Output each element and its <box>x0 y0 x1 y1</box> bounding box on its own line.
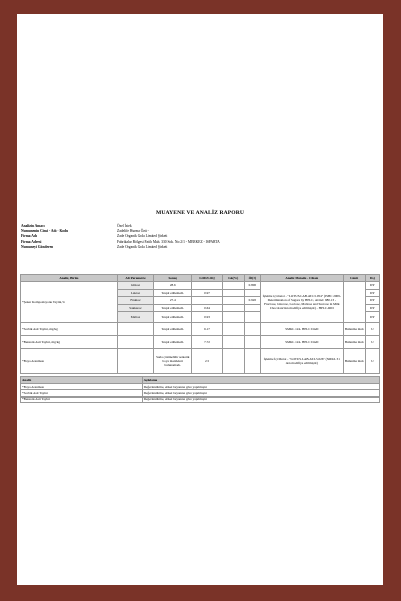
lod-cell: 0.97 <box>192 289 222 297</box>
analysis-table <box>20 274 380 374</box>
info-value: Özel İstek <box>117 224 132 228</box>
divider <box>20 397 380 398</box>
col-header: LOD/LOQ <box>192 275 222 282</box>
ol-cell <box>244 323 260 336</box>
table-row <box>21 282 380 290</box>
notes-description: Değerlendirme, etiket beyanına göre yapılmıştır <box>142 396 379 402</box>
dsj-cell: DY <box>365 289 379 297</box>
lod-cell: 6.17 <box>192 323 222 336</box>
notes-analysis: *Sorbik Asit Tayini <box>21 390 143 396</box>
result-cell: Tespit edilemedi. <box>154 323 192 336</box>
gk-cell <box>222 349 244 374</box>
info-key: Firma Adı <box>21 234 37 239</box>
sub-parameter <box>117 336 153 349</box>
notes-description: Değerlendirme, etiket beyanına göre yapılmıştır <box>142 390 379 396</box>
notes-analysis: *Boya Aranması <box>21 384 143 390</box>
col-header: Öl(±) <box>244 275 260 282</box>
report-title: MUAYENE VE ANALİZ RAPORU <box>155 210 245 216</box>
analysis-name: *Şeker Kompozisyonu Tayini,% <box>21 282 118 323</box>
lod-cell <box>192 282 222 290</box>
info-value: Zade Organik Gıda Limited Şirketi <box>117 234 168 239</box>
ol-cell <box>244 289 260 297</box>
sub-parameter <box>117 349 153 374</box>
ol-cell: 0.800 <box>244 282 260 290</box>
notes-col-header: Açıklama <box>142 377 379 384</box>
method-cell: İşletme içi metot - "LOTUS.LAB.AT.L5.054" (ISBC 2009-Determination of Sugars by HPLC, AOAC 980.13 - Fructose, Glucose, Lactose, Maltose and Sucrose in Milk Chocolate'dan modifiye edilmiştir) - HPLC-RID <box>260 282 343 323</box>
analysis-name: *Benzoik Asit Tayini, mg/kg <box>21 336 118 349</box>
result-cell: 27.4 <box>154 297 192 305</box>
result-cell: Tespit edilemedi. <box>154 289 192 297</box>
method-cell: SMKL 124- HPLC DAD <box>260 336 343 349</box>
lod-cell: 7.72 <box>192 336 222 349</box>
table-row <box>21 336 380 349</box>
info-key: Numuneyi Gönderen <box>21 244 54 249</box>
notes-table <box>20 376 380 403</box>
result-cell: Tespit edilemedi. <box>154 312 192 323</box>
gk-cell <box>222 297 244 305</box>
dsj-cell: U <box>365 323 379 336</box>
col-header: Limit <box>343 275 365 282</box>
notes-col-header: Analiz <box>21 377 143 384</box>
dsj-cell: U <box>365 336 379 349</box>
dsj-cell: DY <box>365 297 379 305</box>
lod-cell: 0.64 <box>192 304 222 312</box>
sub-parameter: Fruktoz <box>117 297 153 305</box>
report-sheet <box>17 14 383 585</box>
sub-parameter: Maltoz <box>117 312 153 323</box>
limit-cell: Bulunma malı <box>343 323 365 336</box>
info-key: Analizin Amacı <box>21 224 45 228</box>
info-value: Fabrikalar Bölgesi Fatih Mah. 330 Sok. No:2/1 - MERKEZ - ISPARTA <box>117 239 220 244</box>
dsj-cell: DY <box>365 312 379 323</box>
col-header: Alt Parametre <box>117 275 153 282</box>
method-cell: İşletme İçi Metot - "LOTUS.LAB.AT.L5.026" (SMKL 31 den modifiye edilmiştir) <box>260 349 343 374</box>
gk-cell <box>222 282 244 290</box>
result-cell: 28.6 <box>154 282 192 290</box>
info-key: Numunenin Cinsi - Adı - Kodu <box>21 229 69 234</box>
limit-cell <box>343 282 365 323</box>
result-cell: Suda çözünebilir sentetik boya maddeleri bulunamadı. <box>154 349 192 374</box>
gk-cell <box>222 312 244 323</box>
sub-parameter: Glikoz <box>117 282 153 290</box>
report-info <box>21 224 377 250</box>
gk-cell <box>222 289 244 297</box>
lod-cell <box>192 297 222 305</box>
ol-cell <box>244 336 260 349</box>
gk-cell <box>222 304 244 312</box>
result-cell: Tespit edilemedi. <box>154 304 192 312</box>
sub-parameter <box>117 323 153 336</box>
table-row <box>21 323 380 336</box>
sub-parameter: Sakkaroz <box>117 304 153 312</box>
col-header: Analiz Metodu - Cihazı <box>260 275 343 282</box>
ol-cell <box>244 304 260 312</box>
result-cell: Tespit edilemedi. <box>154 336 192 349</box>
ol-cell <box>244 349 260 374</box>
col-header: Analiz, Birim <box>21 275 118 282</box>
info-row <box>21 245 377 250</box>
lod-cell: 2.5 <box>192 349 222 374</box>
ol-cell: 0.920 <box>244 297 260 305</box>
dsj-cell: DY <box>365 282 379 290</box>
notes-analysis: *Benzoik Asit Tayini <box>21 396 143 402</box>
limit-cell: Bulunma malı <box>343 349 365 374</box>
info-value: Zade Organik Gıda Limited Şirketi <box>117 244 168 249</box>
notes-description: Değerlendirme, etiket beyanına göre yapılmıştır <box>142 384 379 390</box>
gk-cell <box>222 336 244 349</box>
col-header: Sonuç <box>154 275 192 282</box>
lod-cell: 0.93 <box>192 312 222 323</box>
ol-cell <box>244 312 260 323</box>
dsj-cell: DY <box>365 304 379 312</box>
notes-header-row <box>21 377 380 384</box>
col-header: Dsj <box>365 275 379 282</box>
gk-cell <box>222 323 244 336</box>
limit-cell: Bulunma malı <box>343 336 365 349</box>
col-header: Gk(%) <box>222 275 244 282</box>
analysis-name: *Boya Aranması <box>21 349 118 374</box>
analysis-name: *Sorbik Asit Tayini, mg/kg <box>21 323 118 336</box>
info-key: Firma Adresi <box>21 239 42 244</box>
sub-parameter: Laktoz <box>117 289 153 297</box>
info-value: Zadelife Hurma Özü - <box>117 229 149 234</box>
dsj-cell: U <box>365 349 379 374</box>
table-row <box>21 349 380 374</box>
method-cell: SMKL 124- HPLC DAD <box>260 323 343 336</box>
table-header-row <box>21 275 380 282</box>
